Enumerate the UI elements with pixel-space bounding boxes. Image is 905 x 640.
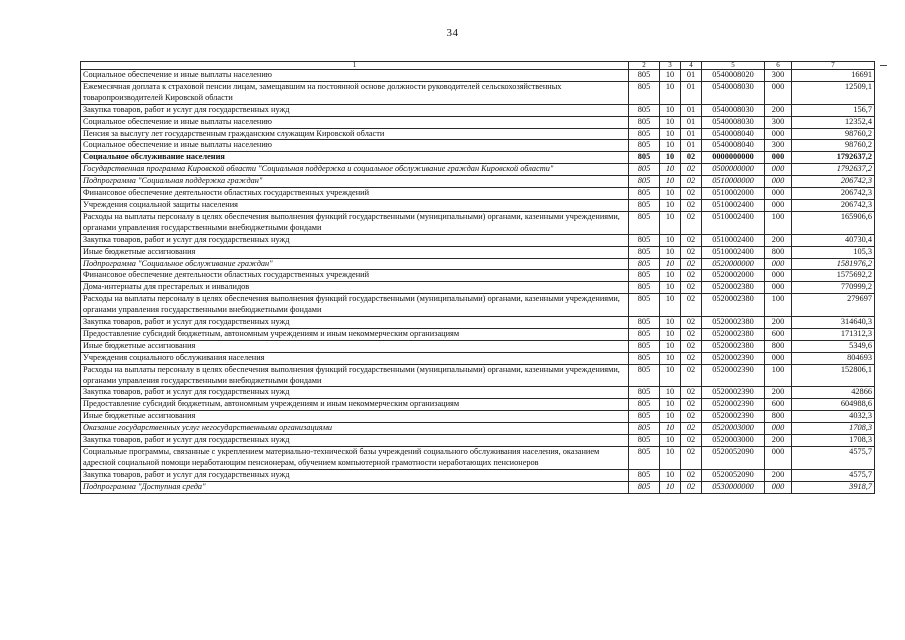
table-row xyxy=(81,234,875,246)
row-amount: 12509,1 xyxy=(792,81,875,104)
row-ministry-code: 805 xyxy=(629,128,660,140)
row-subsection-code: 02 xyxy=(681,435,702,447)
row-target-code: 0530000000 xyxy=(702,481,765,493)
row-section-code: 10 xyxy=(660,140,681,152)
row-subsection-code: 02 xyxy=(681,294,702,317)
page-number: 34 xyxy=(446,27,459,39)
row-expense-type: 000 xyxy=(765,152,792,164)
row-name: Закупка товаров, работ и услуг для государственных нужд xyxy=(81,234,629,246)
row-amount: 171312,3 xyxy=(792,328,875,340)
row-expense-type: 000 xyxy=(765,282,792,294)
row-amount: 1708,3 xyxy=(792,435,875,447)
row-section-code: 10 xyxy=(660,435,681,447)
row-amount: 206742,3 xyxy=(792,176,875,188)
table-row xyxy=(81,317,875,329)
row-section-code: 10 xyxy=(660,116,681,128)
row-expense-type: 000 xyxy=(765,199,792,211)
row-name: Социальное обеспечение и иные выплаты населению xyxy=(81,116,629,128)
row-ministry-code: 805 xyxy=(629,199,660,211)
row-ministry-code: 805 xyxy=(629,387,660,399)
row-subsection-code: 01 xyxy=(681,116,702,128)
table-row xyxy=(81,116,875,128)
row-subsection-code: 02 xyxy=(681,211,702,234)
row-ministry-code: 805 xyxy=(629,340,660,352)
row-target-code: 0520003000 xyxy=(702,423,765,435)
row-name: Закупка товаров, работ и услуг для государственных нужд xyxy=(81,469,629,481)
row-section-code: 10 xyxy=(660,199,681,211)
row-ministry-code: 805 xyxy=(629,282,660,294)
table-row xyxy=(81,469,875,481)
row-ministry-code: 805 xyxy=(629,258,660,270)
row-expense-type: 200 xyxy=(765,387,792,399)
row-target-code: 0520052090 xyxy=(702,469,765,481)
row-subsection-code: 01 xyxy=(681,104,702,116)
row-target-code: 0500000000 xyxy=(702,164,765,176)
table-row xyxy=(81,352,875,364)
row-expense-type: 100 xyxy=(765,211,792,234)
row-target-code: 0520002390 xyxy=(702,411,765,423)
margin-mark xyxy=(880,65,887,66)
row-ministry-code: 805 xyxy=(629,140,660,152)
row-subsection-code: 02 xyxy=(681,387,702,399)
row-name: Закупка товаров, работ и услуг для государственных нужд xyxy=(81,104,629,116)
table-row xyxy=(81,411,875,423)
row-target-code: 0510002000 xyxy=(702,188,765,200)
row-amount: 206742,3 xyxy=(792,188,875,200)
row-ministry-code: 805 xyxy=(629,188,660,200)
row-name: Учреждения социальной защиты населения xyxy=(81,199,629,211)
row-name: Расходы на выплаты персоналу в целях обеспечения выполнения функций государственными (муниципальными) органами, казенными учреждениями, органами управления государственными внебюджетными фондами xyxy=(81,211,629,234)
row-section-code: 10 xyxy=(660,176,681,188)
table-row xyxy=(81,294,875,317)
row-ministry-code: 805 xyxy=(629,294,660,317)
row-section-code: 10 xyxy=(660,340,681,352)
row-section-code: 10 xyxy=(660,234,681,246)
column-header-5: 5 xyxy=(702,62,765,70)
row-name: Учреждения социального обслуживания населения xyxy=(81,352,629,364)
row-section-code: 10 xyxy=(660,188,681,200)
row-target-code: 0520002380 xyxy=(702,282,765,294)
row-expense-type: 300 xyxy=(765,140,792,152)
table-row xyxy=(81,199,875,211)
row-amount: 98760,2 xyxy=(792,140,875,152)
table-row xyxy=(81,164,875,176)
row-subsection-code: 02 xyxy=(681,364,702,387)
row-ministry-code: 805 xyxy=(629,399,660,411)
row-amount: 206742,3 xyxy=(792,199,875,211)
row-name: Подпрограмма "Доступная среда" xyxy=(81,481,629,493)
column-header-3: 3 xyxy=(660,62,681,70)
row-expense-type: 000 xyxy=(765,176,792,188)
row-expense-type: 100 xyxy=(765,294,792,317)
row-section-code: 10 xyxy=(660,81,681,104)
row-target-code: 0540008020 xyxy=(702,70,765,82)
row-target-code: 0510002400 xyxy=(702,246,765,258)
table-row xyxy=(81,152,875,164)
row-name: Закупка товаров, работ и услуг для государственных нужд xyxy=(81,317,629,329)
row-expense-type: 000 xyxy=(765,164,792,176)
row-name: Предоставление субсидий бюджетным, автономным учреждениям и иным некоммерческим организациям xyxy=(81,328,629,340)
row-name: Расходы на выплаты персоналу в целях обеспечения выполнения функций государственными (муниципальными) органами, казенными учреждениями, органами управления государственными внебюджетными фондами xyxy=(81,294,629,317)
budget-table xyxy=(80,61,875,494)
table-row xyxy=(81,387,875,399)
row-section-code: 10 xyxy=(660,328,681,340)
column-header-4: 4 xyxy=(681,62,702,70)
row-ministry-code: 805 xyxy=(629,317,660,329)
row-target-code: 0520002390 xyxy=(702,352,765,364)
row-name: Подпрограмма "Социальное обслуживание граждан" xyxy=(81,258,629,270)
row-amount: 4032,3 xyxy=(792,411,875,423)
row-amount: 1581976,2 xyxy=(792,258,875,270)
row-expense-type: 200 xyxy=(765,234,792,246)
row-expense-type: 300 xyxy=(765,116,792,128)
row-section-code: 10 xyxy=(660,364,681,387)
row-amount: 98760,2 xyxy=(792,128,875,140)
row-section-code: 10 xyxy=(660,411,681,423)
row-subsection-code: 02 xyxy=(681,234,702,246)
table-row xyxy=(81,364,875,387)
row-subsection-code: 02 xyxy=(681,188,702,200)
row-section-code: 10 xyxy=(660,211,681,234)
row-subsection-code: 02 xyxy=(681,317,702,329)
table-row xyxy=(81,328,875,340)
row-amount: 5349,6 xyxy=(792,340,875,352)
row-expense-type: 600 xyxy=(765,399,792,411)
row-expense-type: 200 xyxy=(765,104,792,116)
table-row xyxy=(81,211,875,234)
row-target-code: 0520002380 xyxy=(702,294,765,317)
row-expense-type: 200 xyxy=(765,435,792,447)
row-amount: 1792637,2 xyxy=(792,152,875,164)
row-name: Государственная программа Кировской области "Социальная поддержка и социальное обслуживание граждан Кировской области" xyxy=(81,164,629,176)
row-target-code: 0520002390 xyxy=(702,387,765,399)
row-name: Финансовое обеспечение деятельности областных государственных учреждений xyxy=(81,270,629,282)
row-subsection-code: 02 xyxy=(681,352,702,364)
row-subsection-code: 02 xyxy=(681,164,702,176)
row-target-code: 0520002380 xyxy=(702,317,765,329)
row-subsection-code: 01 xyxy=(681,81,702,104)
table-row xyxy=(81,447,875,470)
row-ministry-code: 805 xyxy=(629,104,660,116)
row-amount: 1575692,2 xyxy=(792,270,875,282)
table-row xyxy=(81,104,875,116)
row-target-code: 0510002400 xyxy=(702,211,765,234)
row-section-code: 10 xyxy=(660,152,681,164)
row-name: Дома-интернаты для престарелых и инвалидов xyxy=(81,282,629,294)
column-header-1: 1 xyxy=(81,62,629,70)
row-subsection-code: 02 xyxy=(681,282,702,294)
row-subsection-code: 02 xyxy=(681,423,702,435)
row-expense-type: 800 xyxy=(765,246,792,258)
row-amount: 1708,3 xyxy=(792,423,875,435)
row-amount: 16691 xyxy=(792,70,875,82)
row-name: Иные бюджетные ассигнования xyxy=(81,246,629,258)
row-section-code: 10 xyxy=(660,246,681,258)
row-amount: 770999,2 xyxy=(792,282,875,294)
row-expense-type: 000 xyxy=(765,128,792,140)
table-row xyxy=(81,246,875,258)
table-row xyxy=(81,435,875,447)
row-expense-type: 800 xyxy=(765,411,792,423)
row-ministry-code: 805 xyxy=(629,364,660,387)
row-expense-type: 600 xyxy=(765,328,792,340)
row-expense-type: 000 xyxy=(765,447,792,470)
row-amount: 42866 xyxy=(792,387,875,399)
row-amount: 105,3 xyxy=(792,246,875,258)
table-row xyxy=(81,481,875,493)
row-section-code: 10 xyxy=(660,317,681,329)
row-expense-type: 000 xyxy=(765,188,792,200)
row-ministry-code: 805 xyxy=(629,116,660,128)
row-expense-type: 000 xyxy=(765,423,792,435)
row-subsection-code: 02 xyxy=(681,258,702,270)
table-row xyxy=(81,340,875,352)
row-name: Финансовое обеспечение деятельности областных государственных учреждений xyxy=(81,188,629,200)
table-row xyxy=(81,81,875,104)
row-target-code: 0540008040 xyxy=(702,140,765,152)
row-ministry-code: 805 xyxy=(629,211,660,234)
column-header-6: 6 xyxy=(765,62,792,70)
table-row xyxy=(81,128,875,140)
row-amount: 279697 xyxy=(792,294,875,317)
table-row xyxy=(81,423,875,435)
row-subsection-code: 02 xyxy=(681,447,702,470)
column-header-2: 2 xyxy=(629,62,660,70)
row-section-code: 10 xyxy=(660,447,681,470)
row-expense-type: 300 xyxy=(765,70,792,82)
row-ministry-code: 805 xyxy=(629,328,660,340)
row-amount: 804693 xyxy=(792,352,875,364)
row-ministry-code: 805 xyxy=(629,447,660,470)
row-ministry-code: 805 xyxy=(629,234,660,246)
row-name: Иные бюджетные ассигнования xyxy=(81,411,629,423)
row-target-code: 0540008030 xyxy=(702,104,765,116)
row-expense-type: 200 xyxy=(765,317,792,329)
row-amount: 1792637,2 xyxy=(792,164,875,176)
row-section-code: 10 xyxy=(660,128,681,140)
row-section-code: 10 xyxy=(660,164,681,176)
row-amount: 152806,1 xyxy=(792,364,875,387)
row-expense-type: 000 xyxy=(765,270,792,282)
row-section-code: 10 xyxy=(660,258,681,270)
row-subsection-code: 01 xyxy=(681,128,702,140)
row-section-code: 10 xyxy=(660,399,681,411)
row-ministry-code: 805 xyxy=(629,164,660,176)
row-name: Иные бюджетные ассигнования xyxy=(81,340,629,352)
row-expense-type: 000 xyxy=(765,81,792,104)
row-ministry-code: 805 xyxy=(629,469,660,481)
row-ministry-code: 805 xyxy=(629,270,660,282)
table-row xyxy=(81,270,875,282)
row-section-code: 10 xyxy=(660,70,681,82)
row-section-code: 10 xyxy=(660,294,681,317)
row-section-code: 10 xyxy=(660,104,681,116)
table-row xyxy=(81,188,875,200)
row-name: Ежемесячная доплата к страховой пенсии лицам, замещавшим на постоянной основе должности руководителей сельскохозяйственных товаропроизводителей Кировской области xyxy=(81,81,629,104)
row-target-code: 0000000000 xyxy=(702,152,765,164)
row-ministry-code: 805 xyxy=(629,423,660,435)
row-section-code: 10 xyxy=(660,352,681,364)
row-target-code: 0510002400 xyxy=(702,234,765,246)
row-name: Оказание государственных услуг негосударственными организациями xyxy=(81,423,629,435)
row-target-code: 0520002380 xyxy=(702,340,765,352)
row-subsection-code: 02 xyxy=(681,399,702,411)
row-target-code: 0540008040 xyxy=(702,128,765,140)
row-subsection-code: 01 xyxy=(681,70,702,82)
row-subsection-code: 02 xyxy=(681,176,702,188)
row-subsection-code: 02 xyxy=(681,246,702,258)
row-expense-type: 000 xyxy=(765,258,792,270)
table-row xyxy=(81,176,875,188)
row-ministry-code: 805 xyxy=(629,246,660,258)
row-expense-type: 000 xyxy=(765,352,792,364)
table-row xyxy=(81,282,875,294)
row-target-code: 0520003000 xyxy=(702,435,765,447)
row-amount: 12352,4 xyxy=(792,116,875,128)
row-amount: 4575,7 xyxy=(792,447,875,470)
row-name: Предоставление субсидий бюджетным, автономным учреждениям и иным некоммерческим организациям xyxy=(81,399,629,411)
row-target-code: 0520002390 xyxy=(702,364,765,387)
row-ministry-code: 805 xyxy=(629,435,660,447)
row-subsection-code: 01 xyxy=(681,140,702,152)
row-target-code: 0520002000 xyxy=(702,270,765,282)
row-name: Социальное обеспечение и иные выплаты населению xyxy=(81,140,629,152)
row-name: Закупка товаров, работ и услуг для государственных нужд xyxy=(81,435,629,447)
row-target-code: 0540008030 xyxy=(702,81,765,104)
row-subsection-code: 02 xyxy=(681,340,702,352)
row-name: Социальные программы, связанные с укреплением материально-технической базы учреждений социального обслуживания населения, оказанием адресной социальной помощи неработающим пенсионерам, обучением компьютерной грамотности неработающих пенсионеров xyxy=(81,447,629,470)
row-name: Подпрограмма "Социальная поддержка граждан" xyxy=(81,176,629,188)
row-name: Расходы на выплаты персоналу в целях обеспечения выполнения функций государственными (муниципальными) органами, казенными учреждениями, органами управления государственными внебюджетными фондами xyxy=(81,364,629,387)
table-row xyxy=(81,399,875,411)
row-amount: 4575,7 xyxy=(792,469,875,481)
row-target-code: 0540008030 xyxy=(702,116,765,128)
row-subsection-code: 02 xyxy=(681,411,702,423)
row-target-code: 0520000000 xyxy=(702,258,765,270)
row-target-code: 0520052090 xyxy=(702,447,765,470)
row-subsection-code: 02 xyxy=(681,328,702,340)
row-amount: 604988,6 xyxy=(792,399,875,411)
row-ministry-code: 805 xyxy=(629,352,660,364)
row-ministry-code: 805 xyxy=(629,70,660,82)
row-amount: 314640,3 xyxy=(792,317,875,329)
row-expense-type: 800 xyxy=(765,340,792,352)
row-subsection-code: 02 xyxy=(681,469,702,481)
row-amount: 3918,7 xyxy=(792,481,875,493)
row-expense-type: 100 xyxy=(765,364,792,387)
row-expense-type: 000 xyxy=(765,481,792,493)
row-amount: 156,7 xyxy=(792,104,875,116)
row-subsection-code: 02 xyxy=(681,270,702,282)
row-expense-type: 200 xyxy=(765,469,792,481)
table-row xyxy=(81,140,875,152)
row-section-code: 10 xyxy=(660,469,681,481)
row-target-code: 0520002380 xyxy=(702,328,765,340)
row-ministry-code: 805 xyxy=(629,81,660,104)
row-ministry-code: 805 xyxy=(629,481,660,493)
row-subsection-code: 02 xyxy=(681,152,702,164)
row-ministry-code: 805 xyxy=(629,411,660,423)
row-name: Социальное обслуживание населения xyxy=(81,152,629,164)
row-target-code: 0520002390 xyxy=(702,399,765,411)
row-name: Социальное обеспечение и иные выплаты населению xyxy=(81,70,629,82)
column-header-7: 7 xyxy=(792,62,875,70)
row-ministry-code: 805 xyxy=(629,152,660,164)
row-amount: 40730,4 xyxy=(792,234,875,246)
row-section-code: 10 xyxy=(660,423,681,435)
row-subsection-code: 02 xyxy=(681,199,702,211)
row-ministry-code: 805 xyxy=(629,176,660,188)
row-amount: 165906,6 xyxy=(792,211,875,234)
table-row xyxy=(81,70,875,82)
row-section-code: 10 xyxy=(660,481,681,493)
column-number-row xyxy=(81,62,875,70)
row-subsection-code: 02 xyxy=(681,481,702,493)
row-section-code: 10 xyxy=(660,282,681,294)
table-row xyxy=(81,258,875,270)
row-target-code: 0510000000 xyxy=(702,176,765,188)
row-name: Пенсия за выслугу лет государственным гражданским служащим Кировской области xyxy=(81,128,629,140)
row-target-code: 0510002400 xyxy=(702,199,765,211)
row-name: Закупка товаров, работ и услуг для государственных нужд xyxy=(81,387,629,399)
row-section-code: 10 xyxy=(660,270,681,282)
row-section-code: 10 xyxy=(660,387,681,399)
